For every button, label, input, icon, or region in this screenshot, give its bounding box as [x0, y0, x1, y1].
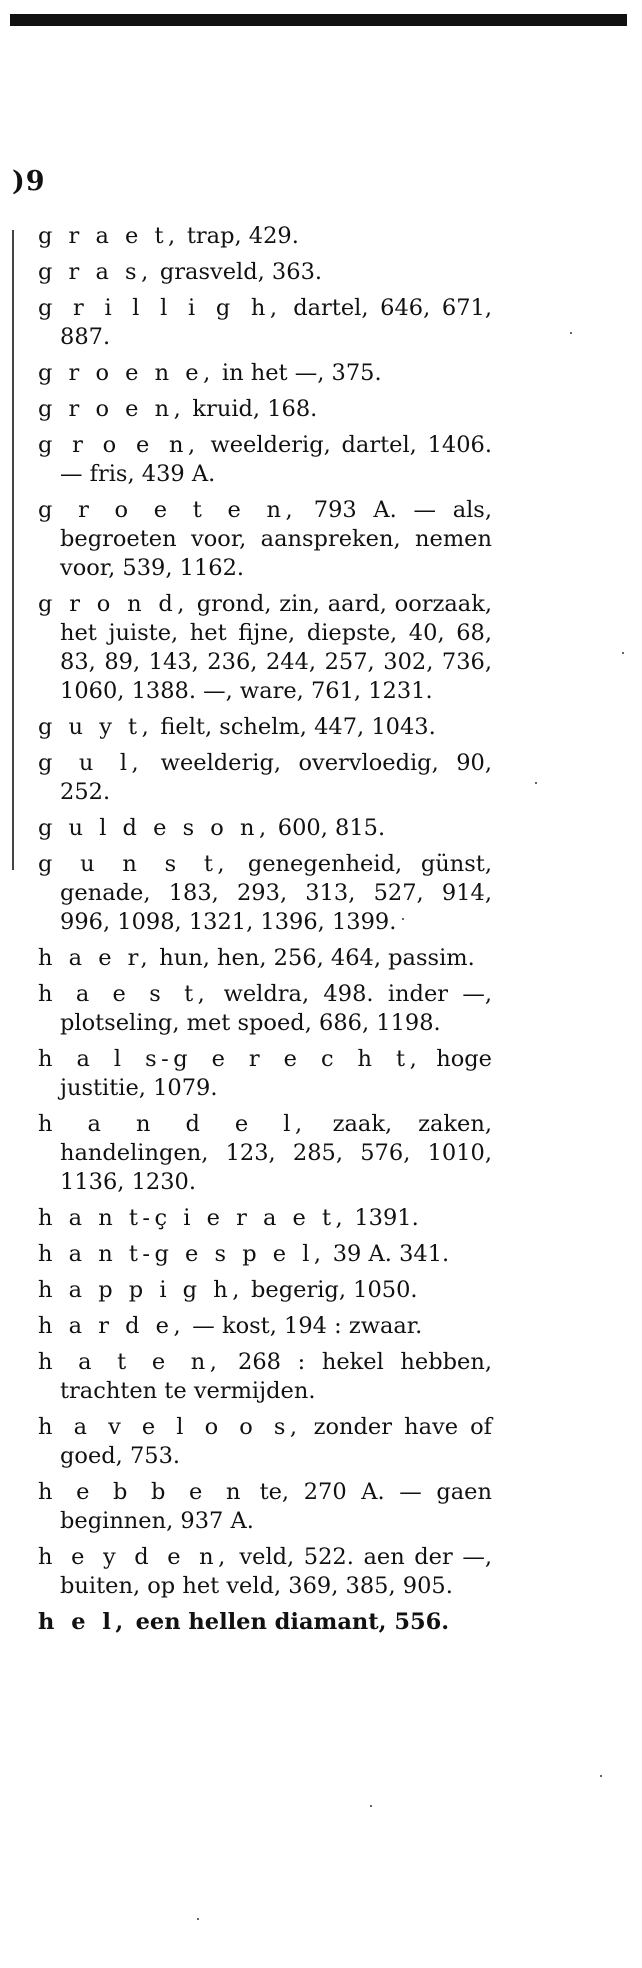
glossary-entry [38, 1110, 492, 1197]
speck [600, 1775, 602, 1777]
entry-headword: h a r d e, [38, 1313, 186, 1339]
entry-headword: h a e s t, [38, 981, 210, 1007]
glossary-entry [38, 294, 492, 352]
entry-headword: h a n t-g e s p e l, [38, 1241, 326, 1267]
entry-headword: g r a s, [38, 259, 153, 285]
glossary-entry [38, 431, 492, 489]
glossary-entry [38, 1478, 492, 1536]
entry-headword: h e b b e n [38, 1479, 245, 1505]
entry-definition: veld, 522. aen der —, buiten, op het veld, 369, 385, 905. [60, 1544, 492, 1599]
entry-definition: 39 A. 341. [325, 1241, 450, 1267]
entry-definition: begerig, 1050. [243, 1277, 418, 1303]
entry-headword: g u n s t, [38, 851, 230, 877]
entry-headword: g u l d e s o n, [38, 815, 271, 841]
glossary-entry [38, 980, 492, 1038]
entry-headword: h a n t-ç i e r a e t, [38, 1205, 348, 1231]
entry-headword: h a n d e l, [38, 1111, 307, 1137]
glossary-entry [38, 395, 492, 424]
entry-headword: g r a e t, [38, 223, 180, 249]
entry-definition: een hellen diamant, 556. [127, 1609, 450, 1635]
glossary-entry [38, 713, 492, 742]
entry-definition: weelderig, dartel, 1406. — fris, 439 A. [60, 432, 492, 487]
speck [622, 652, 624, 654]
entry-definition: 268 : hekel hebben, trachten te vermijden. [60, 1349, 492, 1404]
glossary-entry [38, 258, 492, 287]
speck [535, 782, 537, 784]
entry-headword: h a e r, [38, 945, 153, 971]
glossary-entry [38, 590, 492, 706]
entry-headword: g r o e t e n, [38, 497, 298, 523]
entry-definition: hoge justitie, 1079. [60, 1046, 492, 1101]
top-rule [10, 14, 627, 26]
entry-definition: zaak, zaken, handelingen, 123, 285, 576, 1010, 1136, 1230. [60, 1111, 492, 1195]
glossary-entry [38, 1204, 492, 1233]
glossary-entry [38, 1543, 492, 1601]
entry-definition: 600, 815. [270, 815, 386, 841]
entry-headword: h a p p i g h, [38, 1277, 244, 1303]
glossary-entry [38, 496, 492, 583]
speck [370, 1805, 372, 1807]
entry-definition: 1391. [347, 1205, 419, 1231]
entry-headword: g r i l l i g h, [38, 295, 282, 321]
entry-headword: g r o e n, [38, 432, 200, 458]
speck [570, 332, 572, 334]
entry-headword: g r o e n, [38, 396, 186, 422]
entry-definition: weldra, 498. inder —, plotseling, met spoed, 686, 1198. [60, 981, 492, 1036]
entry-definition: in het —, 375. [214, 360, 382, 386]
entry-definition: hun, hen, 256, 464, passim. [152, 945, 475, 971]
entry-headword: h a v e l o o s, [38, 1414, 302, 1440]
glossary-entry [38, 1608, 492, 1637]
entry-definition: grasveld, 363. [152, 259, 323, 285]
glossary-entry [38, 944, 492, 973]
entry-definition: genegenheid, günst, genade, 183, 293, 313, 527, 914, 996, 1098, 1321, 1396, 1399. [60, 851, 492, 935]
entry-headword: h e l, [38, 1609, 128, 1635]
glossary-entry [38, 850, 492, 937]
entry-definition: te, 270 A. — gaen beginnen, 937 A. [60, 1479, 492, 1534]
glossary-entries [38, 222, 492, 1637]
glossary-entry [38, 1312, 492, 1341]
entry-headword: h e y d e n, [38, 1544, 230, 1570]
entry-headword: g u y t, [38, 714, 154, 740]
margin-line [12, 230, 14, 870]
glossary-entry [38, 814, 492, 843]
entry-definition: kruid, 168. [185, 396, 318, 422]
speck [197, 1918, 199, 1920]
entry-definition: grond, zin, aard, oorzaak, het juiste, het fijne, diepste, 40, 68, 83, 89, 143, 236, 244, 257, 302, 736, 1060, 1388. —, ware, 761, 1231. [60, 591, 492, 704]
entry-definition: fielt, schelm, 447, 1043. [153, 714, 436, 740]
glossary-entry [38, 1348, 492, 1406]
glossary-entry [38, 1413, 492, 1471]
entry-definition: zonder have of goed, 753. [60, 1414, 492, 1469]
entry-definition: weelderig, overvloedig, 90, 252. [60, 750, 492, 805]
glossary-entry [38, 222, 492, 251]
entry-definition: dartel, 646, 671, 887. [60, 295, 492, 350]
glossary-entry [38, 1045, 492, 1103]
margin-line [12, 812, 14, 848]
entry-headword: h a l s-g e r e c h t, [38, 1046, 422, 1072]
entry-definition: 793 A. — als, begroeten voor, aanspreken, nemen voor, 539, 1162. [60, 497, 493, 581]
entry-definition: trap, 429. [179, 223, 299, 249]
entry-headword: g r o n d, [38, 591, 189, 617]
entry-headword: g r o e n e, [38, 360, 215, 386]
glossary-entry [38, 1240, 492, 1269]
glossary-entry [38, 1276, 492, 1305]
entry-headword: h a t e n, [38, 1349, 222, 1375]
entry-headword: g u l, [38, 750, 144, 776]
glossary-entry [38, 749, 492, 807]
page-number: )9 [12, 166, 46, 197]
glossary-entry [38, 359, 492, 388]
entry-definition: — kost, 194 : zwaar. [185, 1313, 423, 1339]
